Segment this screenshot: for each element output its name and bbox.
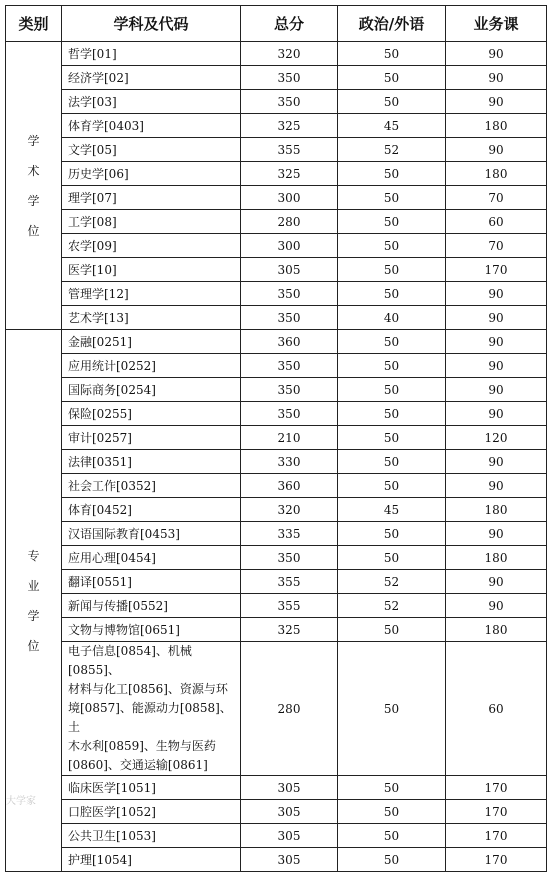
politics-cell: 50 bbox=[338, 354, 446, 378]
subject-line: 境[0857]、能源动力[0858]、土 bbox=[68, 701, 232, 734]
total-cell: 350 bbox=[241, 66, 338, 90]
category-char: 业 bbox=[27, 578, 40, 593]
subject-cell: 汉语国际教育[0453] bbox=[62, 522, 241, 546]
total-cell: 280 bbox=[241, 210, 338, 234]
business-cell: 90 bbox=[446, 138, 547, 162]
politics-cell: 52 bbox=[338, 570, 446, 594]
subject-cell: 应用统计[0252] bbox=[62, 354, 241, 378]
politics-cell: 50 bbox=[338, 258, 446, 282]
total-cell: 330 bbox=[241, 450, 338, 474]
business-cell: 90 bbox=[446, 402, 547, 426]
business-cell: 60 bbox=[446, 210, 547, 234]
subject-cell: 保险[0255] bbox=[62, 402, 241, 426]
subject-cell: 公共卫生[1053] bbox=[62, 824, 241, 848]
business-cell: 70 bbox=[446, 234, 547, 258]
business-cell: 170 bbox=[446, 800, 547, 824]
table-row bbox=[6, 824, 547, 848]
header-total: 总分 bbox=[241, 6, 338, 42]
business-cell: 90 bbox=[446, 354, 547, 378]
total-cell: 350 bbox=[241, 282, 338, 306]
politics-cell: 50 bbox=[338, 474, 446, 498]
header-subject: 学科及代码 bbox=[62, 6, 241, 42]
header-business: 业务课 bbox=[446, 6, 547, 42]
subject-cell: 临床医学[1051] bbox=[62, 776, 241, 800]
subject-cell: 新闻与传播[0552] bbox=[62, 594, 241, 618]
business-cell: 90 bbox=[446, 450, 547, 474]
total-cell: 280 bbox=[241, 642, 338, 776]
category-char: 位 bbox=[27, 223, 40, 238]
total-cell: 325 bbox=[241, 618, 338, 642]
table-row bbox=[6, 354, 547, 378]
subject-cell: 农学[09] bbox=[62, 234, 241, 258]
politics-cell: 50 bbox=[338, 330, 446, 354]
subject-cell: 社会工作[0352] bbox=[62, 474, 241, 498]
politics-cell: 50 bbox=[338, 800, 446, 824]
total-cell: 355 bbox=[241, 570, 338, 594]
business-cell: 90 bbox=[446, 570, 547, 594]
subject-cell bbox=[62, 642, 241, 776]
header-politics: 政治/外语 bbox=[338, 6, 446, 42]
category-char: 学 bbox=[27, 133, 40, 148]
business-cell: 90 bbox=[446, 378, 547, 402]
total-cell: 305 bbox=[241, 776, 338, 800]
politics-cell: 50 bbox=[338, 546, 446, 570]
business-cell: 180 bbox=[446, 618, 547, 642]
business-cell: 70 bbox=[446, 186, 547, 210]
politics-cell: 50 bbox=[338, 210, 446, 234]
table-row bbox=[6, 776, 547, 800]
subject-cell: 医学[10] bbox=[62, 258, 241, 282]
category-cell bbox=[6, 330, 62, 872]
table-row bbox=[6, 210, 547, 234]
total-cell: 325 bbox=[241, 114, 338, 138]
business-cell: 90 bbox=[446, 522, 547, 546]
politics-cell: 50 bbox=[338, 402, 446, 426]
category-char: 学 bbox=[27, 193, 40, 208]
table-row bbox=[6, 138, 547, 162]
subject-cell: 文物与博物馆[0651] bbox=[62, 618, 241, 642]
total-cell: 305 bbox=[241, 848, 338, 872]
business-cell: 90 bbox=[446, 306, 547, 330]
header-row bbox=[6, 6, 547, 42]
table-row bbox=[6, 378, 547, 402]
subject-cell: 金融[0251] bbox=[62, 330, 241, 354]
table-row bbox=[6, 618, 547, 642]
subject-cell: 法学[03] bbox=[62, 90, 241, 114]
table-row bbox=[6, 450, 547, 474]
category-char: 术 bbox=[27, 163, 40, 178]
total-cell: 325 bbox=[241, 162, 338, 186]
subject-cell: 文学[05] bbox=[62, 138, 241, 162]
politics-cell: 52 bbox=[338, 594, 446, 618]
subject-cell: 国际商务[0254] bbox=[62, 378, 241, 402]
watermark: 大学家 bbox=[6, 796, 36, 807]
table-row bbox=[6, 800, 547, 824]
table-row bbox=[6, 282, 547, 306]
business-cell: 60 bbox=[446, 642, 547, 776]
business-cell: 90 bbox=[446, 330, 547, 354]
table-row bbox=[6, 306, 547, 330]
politics-cell: 40 bbox=[338, 306, 446, 330]
business-cell: 170 bbox=[446, 776, 547, 800]
table-row bbox=[6, 90, 547, 114]
table-row bbox=[6, 522, 547, 546]
table-row bbox=[6, 570, 547, 594]
total-cell: 350 bbox=[241, 90, 338, 114]
politics-cell: 50 bbox=[338, 426, 446, 450]
total-cell: 305 bbox=[241, 824, 338, 848]
subject-cell: 审计[0257] bbox=[62, 426, 241, 450]
subject-cell: 哲学[01] bbox=[62, 42, 241, 66]
table-body bbox=[6, 42, 547, 872]
business-cell: 90 bbox=[446, 474, 547, 498]
total-cell: 210 bbox=[241, 426, 338, 450]
total-cell: 350 bbox=[241, 306, 338, 330]
table-row bbox=[6, 848, 547, 872]
business-cell: 170 bbox=[446, 824, 547, 848]
subject-line: 木水利[0859]、生物与医药 bbox=[68, 739, 216, 753]
total-cell: 355 bbox=[241, 594, 338, 618]
politics-cell: 50 bbox=[338, 90, 446, 114]
business-cell: 180 bbox=[446, 498, 547, 522]
table-row bbox=[6, 426, 547, 450]
politics-cell: 50 bbox=[338, 642, 446, 776]
business-cell: 120 bbox=[446, 426, 547, 450]
subject-cell: 体育学[0403] bbox=[62, 114, 241, 138]
total-cell: 355 bbox=[241, 138, 338, 162]
subject-cell: 历史学[06] bbox=[62, 162, 241, 186]
business-cell: 90 bbox=[446, 42, 547, 66]
subject-cell: 口腔医学[1052] bbox=[62, 800, 241, 824]
politics-cell: 50 bbox=[338, 848, 446, 872]
category-cell bbox=[6, 42, 62, 330]
total-cell: 350 bbox=[241, 354, 338, 378]
business-cell: 180 bbox=[446, 162, 547, 186]
table-row bbox=[6, 186, 547, 210]
table-row bbox=[6, 330, 547, 354]
politics-cell: 50 bbox=[338, 186, 446, 210]
business-cell: 90 bbox=[446, 90, 547, 114]
table-row bbox=[6, 258, 547, 282]
subject-cell: 翻译[0551] bbox=[62, 570, 241, 594]
table-row bbox=[6, 114, 547, 138]
politics-cell: 50 bbox=[338, 776, 446, 800]
subject-line: 材料与化工[0856]、资源与环 bbox=[68, 682, 228, 696]
business-cell: 180 bbox=[446, 114, 547, 138]
subject-cell: 体育[0452] bbox=[62, 498, 241, 522]
total-cell: 360 bbox=[241, 474, 338, 498]
table-row bbox=[6, 642, 547, 776]
table-row bbox=[6, 162, 547, 186]
total-cell: 350 bbox=[241, 546, 338, 570]
business-cell: 90 bbox=[446, 66, 547, 90]
subject-cell: 工学[08] bbox=[62, 210, 241, 234]
table-row bbox=[6, 546, 547, 570]
subject-cell: 应用心理[0454] bbox=[62, 546, 241, 570]
total-cell: 320 bbox=[241, 498, 338, 522]
category-char: 学 bbox=[27, 608, 40, 623]
business-cell: 170 bbox=[446, 258, 547, 282]
total-cell: 350 bbox=[241, 402, 338, 426]
politics-cell: 50 bbox=[338, 824, 446, 848]
politics-cell: 50 bbox=[338, 234, 446, 258]
total-cell: 305 bbox=[241, 258, 338, 282]
total-cell: 350 bbox=[241, 378, 338, 402]
total-cell: 300 bbox=[241, 186, 338, 210]
politics-cell: 50 bbox=[338, 66, 446, 90]
subject-line: [0860]、交通运输[0861] bbox=[68, 758, 208, 772]
business-cell: 90 bbox=[446, 594, 547, 618]
score-table bbox=[5, 5, 547, 872]
politics-cell: 50 bbox=[338, 522, 446, 546]
politics-cell: 50 bbox=[338, 162, 446, 186]
table-row bbox=[6, 594, 547, 618]
subject-cell: 法律[0351] bbox=[62, 450, 241, 474]
total-cell: 360 bbox=[241, 330, 338, 354]
business-cell: 170 bbox=[446, 848, 547, 872]
category-char: 专 bbox=[27, 548, 40, 563]
subject-cell: 护理[1054] bbox=[62, 848, 241, 872]
table-row bbox=[6, 498, 547, 522]
table-row bbox=[6, 66, 547, 90]
category-char: 位 bbox=[27, 638, 40, 653]
subject-line: 电子信息[0854]、机械[0855]、 bbox=[68, 644, 192, 677]
table-row bbox=[6, 42, 547, 66]
total-cell: 300 bbox=[241, 234, 338, 258]
total-cell: 335 bbox=[241, 522, 338, 546]
politics-cell: 52 bbox=[338, 138, 446, 162]
subject-cell: 理学[07] bbox=[62, 186, 241, 210]
total-cell: 320 bbox=[241, 42, 338, 66]
politics-cell: 50 bbox=[338, 450, 446, 474]
politics-cell: 50 bbox=[338, 42, 446, 66]
table-row bbox=[6, 234, 547, 258]
subject-cell: 经济学[02] bbox=[62, 66, 241, 90]
politics-cell: 45 bbox=[338, 114, 446, 138]
table-row bbox=[6, 402, 547, 426]
total-cell: 305 bbox=[241, 800, 338, 824]
politics-cell: 50 bbox=[338, 378, 446, 402]
politics-cell: 45 bbox=[338, 498, 446, 522]
business-cell: 90 bbox=[446, 282, 547, 306]
table-row bbox=[6, 474, 547, 498]
subject-cell: 艺术学[13] bbox=[62, 306, 241, 330]
business-cell: 180 bbox=[446, 546, 547, 570]
politics-cell: 50 bbox=[338, 618, 446, 642]
politics-cell: 50 bbox=[338, 282, 446, 306]
header-category: 类别 bbox=[6, 6, 62, 42]
subject-cell: 管理学[12] bbox=[62, 282, 241, 306]
